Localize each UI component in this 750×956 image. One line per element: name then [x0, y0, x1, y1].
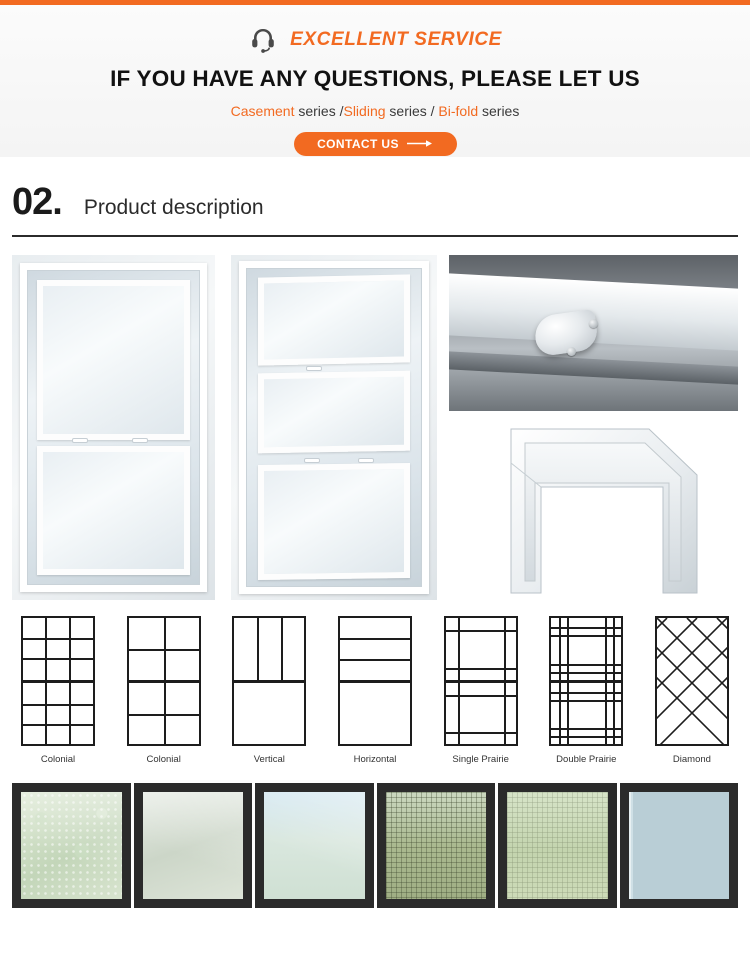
- grille-preview: [127, 616, 201, 746]
- glass-sample-4[interactable]: [377, 783, 496, 908]
- section-divider: [12, 235, 738, 237]
- window-lock-handle-closeup-photo: [449, 255, 738, 411]
- grille-preview: [338, 616, 412, 746]
- arrow-right-icon: [407, 135, 433, 153]
- contact-us-button[interactable]: [294, 132, 457, 156]
- grille-option-colonial-6[interactable]: [12, 616, 104, 765]
- window-frame-corner-photo: [449, 421, 738, 600]
- section-heading: [0, 183, 750, 221]
- glass-sample-6[interactable]: [620, 783, 739, 908]
- banner-eyebrow-row: [0, 23, 750, 57]
- grille-option-vertical[interactable]: [223, 616, 315, 765]
- grille-option-double-prairie[interactable]: [540, 616, 632, 765]
- grille-preview: [655, 616, 729, 746]
- glass-sample-1[interactable]: [12, 783, 131, 908]
- product-photo-grid: [12, 255, 738, 600]
- series-sliding: Sliding: [343, 103, 386, 119]
- banner-eyebrow-text: EXCELLENT SERVICE: [290, 29, 502, 50]
- grille-option-horizontal[interactable]: [329, 616, 421, 765]
- series-bifold-suffix: series: [478, 103, 520, 119]
- grille-label: Diamond: [672, 754, 711, 765]
- glass-sample-3[interactable]: [255, 783, 374, 908]
- grille-preview: [444, 616, 518, 746]
- glass-sample-row: [12, 783, 738, 908]
- service-banner: [0, 0, 750, 157]
- series-sliding-suffix: series /: [385, 103, 439, 119]
- double-hung-window-photo: [231, 255, 437, 600]
- grille-preview: [232, 616, 306, 746]
- series-casement: Casement: [230, 103, 295, 119]
- grille-option-colonial-4[interactable]: [118, 616, 210, 765]
- headset-icon: [248, 25, 278, 55]
- contact-us-label: CONTACT US: [317, 137, 399, 151]
- section-title: Product description: [83, 196, 264, 219]
- glass-sample-2[interactable]: [134, 783, 253, 908]
- grille-label: Horizontal: [353, 754, 397, 765]
- section-number: 02.: [12, 181, 62, 223]
- grille-pattern-row: [12, 616, 738, 765]
- grille-label: Colonial: [146, 754, 181, 765]
- series-bifold: Bi-fold: [438, 103, 479, 119]
- grille-label: Colonial: [40, 754, 76, 765]
- grille-preview: [21, 616, 95, 746]
- grille-label: Single Prairie: [452, 754, 509, 765]
- grille-label: Vertical: [253, 754, 285, 765]
- single-hung-window-photo: [12, 255, 215, 600]
- banner-series-line: [0, 103, 750, 119]
- grille-label: Double Prairie: [556, 754, 617, 765]
- banner-headline: IF YOU HAVE ANY QUESTIONS, PLEASE LET US: [110, 66, 640, 91]
- series-casement-suffix: series /: [294, 103, 344, 119]
- grille-preview: [549, 616, 623, 746]
- grille-option-single-prairie[interactable]: [435, 616, 527, 765]
- glass-sample-5[interactable]: [498, 783, 617, 908]
- grille-option-diamond[interactable]: [646, 616, 738, 765]
